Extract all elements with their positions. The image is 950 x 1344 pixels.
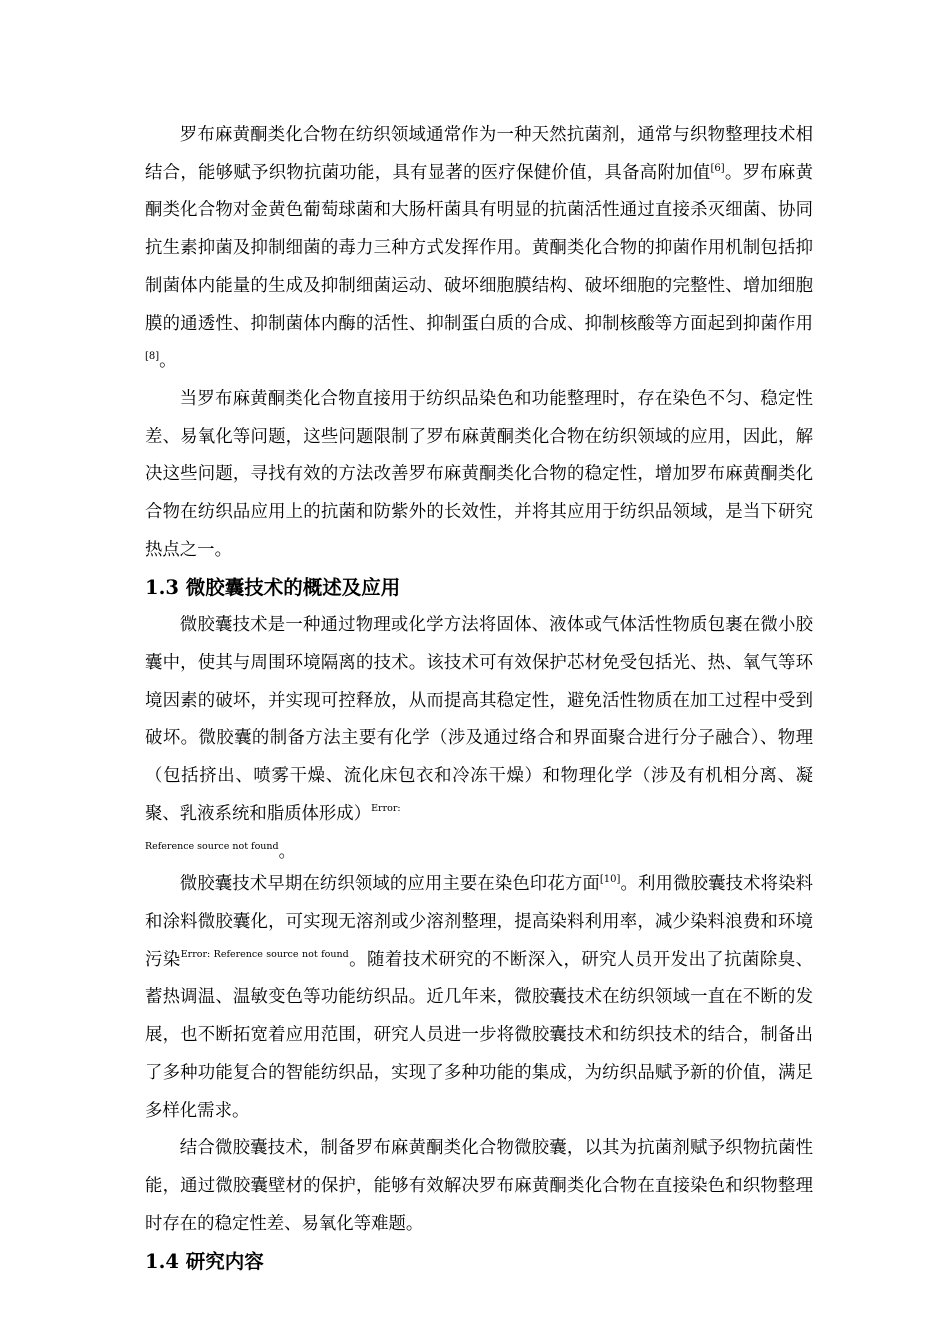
paragraph-microcapsule-overview: [145, 607, 813, 833]
paragraph-stability-problems: [145, 381, 813, 570]
text: 结合微胶囊技术，制备罗布麻黄酮类化合物微胶囊，以其为抗菌剂赋予织物抗菌性能，通过微胶囊壁材的保护，能够有效解决罗布麻黄酮类化合物在直接染色和织物整理时存在的稳定性差、易氧化等难题。: [145, 1138, 813, 1234]
text: 当罗布麻黄酮类化合物直接用于纺织品染色和功能整理时，存在染色不匀、稳定性差、易氧化等问题，这些问题限制了罗布麻黄酮类化合物在纺织领域的应用，因此，解决这些问题，寻找有效的方法改善罗布麻黄酮类化合物的稳定性，增加罗布麻黄酮类化合物在纺织品应用上的抗菌和防紫外的长效性，并将其应用于纺织品领域，是当下研究热点之一。: [145, 388, 813, 560]
text: 。: [278, 842, 296, 863]
reference-error: Reference source not found: [145, 841, 279, 853]
reference-error-line: [145, 833, 813, 866]
paragraph-textile-applications: [145, 866, 813, 1130]
reference-error: Error:: [371, 802, 401, 814]
reference-error: Error: Reference source not found: [180, 948, 349, 960]
citation-6: [6]: [710, 162, 725, 174]
citation-10: [10]: [599, 874, 621, 886]
text: 。: [159, 351, 177, 372]
paragraph-combination: [145, 1130, 813, 1243]
text: 罗布麻黄酮类化合物在纺织领域通常作为一种天然抗菌剂，通常与织物整理技术相结合，能够赋予织物抗菌功能，具有显著的医疗保健价值，具备高附加值: [145, 125, 813, 183]
text: 。利用微胶囊技术将染料和涂料微胶囊化，可实现无溶剂或少溶剂整理，提高染料利用率，减少染料浪费和环境污染: [145, 874, 813, 970]
text: 微胶囊技术早期在纺织领域的应用主要在染色印花方面: [179, 874, 600, 895]
section-heading-1-3: 1.3 微胶囊技术的概述及应用: [145, 576, 401, 600]
citation-8: [8]: [145, 351, 160, 363]
paragraph-flavonoid-antibacterial: [145, 117, 813, 381]
text: 微胶囊技术是一种通过物理或化学方法将固体、液体或气体活性物质包裹在微小胶囊中，使其与周围环境隔离的技术。该技术可有效保护芯材免受包括光、热、氧气等环境因素的破坏，并实现可控释放，从而提高其稳定性，避免活性物质在加工过程中受到破坏。微胶囊的制备方法主要有化学（涉及通过络合和界面聚合进行分子融合）、物理（包括挤出、喷雾干燥、流化床包衣和冷冻干燥）和物理化学（涉及有机相分离、凝聚、乳液系统和脂质体形成）: [145, 615, 813, 824]
body-text: [145, 117, 813, 1281]
text: 。随着技术研究的不断深入，研究人员开发出了抗菌除臭、蓄热调温、温敏变色等功能纺织品。近几年来，微胶囊技术在纺织领域一直在不断的发展，也不断拓宽着应用范围，研究人员进一步将微胶囊技术和纺织技术的结合，制备出了多种功能复合的智能纺织品，实现了多种功能的集成，为纺织品赋予新的价值，满足多样化需求。: [145, 949, 813, 1121]
section-heading-1-4: 1.4 研究内容: [145, 1250, 264, 1274]
text: 。罗布麻黄酮类化合物对金黄色葡萄球菌和大肠杆菌具有明显的抗菌活性通过直接杀灭细菌、协同抗生素抑菌及抑制细菌的毒力三种方式发挥作用。黄酮类化合物的抑菌作用机制包括抑制菌体内能量的生成及抑制细菌运动、破坏细胞膜结构、破坏细胞的完整性、增加细胞膜的通透性、抑制菌体内酶的活性、抑制蛋白质的合成、抑制核酸等方面起到抑菌作用: [145, 162, 813, 334]
